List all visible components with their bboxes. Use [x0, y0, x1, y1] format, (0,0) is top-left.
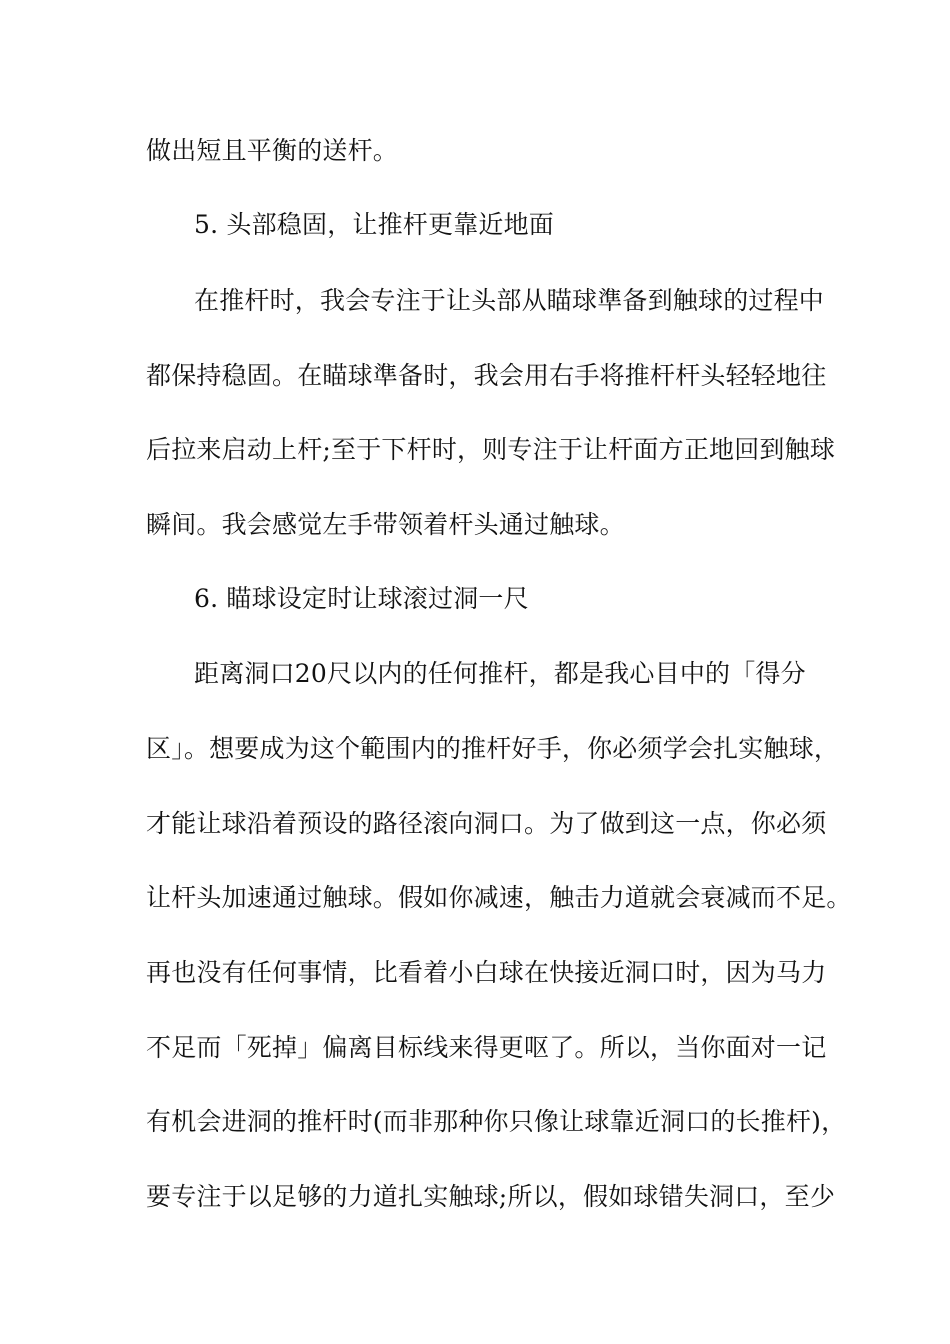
section-heading-6: 6. 瞄球设定时让球滚过洞一尺 [194, 584, 529, 613]
text-line: 在推杆时，我会专注于让头部从瞄球準备到触球的过程中 [194, 286, 825, 315]
text-line: 都保持稳固。在瞄球準备时，我会用右手将推杆杆头轻轻地往 [146, 361, 827, 390]
text-line: 做出短且平衡的送杆。 [146, 136, 399, 165]
text-line: 要专注于以足够的力道扎实触球;所以，假如球错失洞口，至少 [146, 1182, 836, 1211]
text-line: 瞬间。我会感觉左手带领着杆头通过触球。 [146, 510, 625, 539]
text-line: 不足而「死掉」偏离目标线来得更呕了。所以，当你面对一记 [146, 1033, 827, 1062]
text-line: 让杆头加速通过触球。假如你减速，触击力道就会衰减而不足。 [146, 883, 852, 912]
text-line: 距离洞口20尺以内的任何推杆，都是我心目中的「得分 [194, 659, 806, 688]
text-line: 再也没有任何事情，比看着小白球在快接近洞口时，因为马力 [146, 958, 827, 987]
text-line: 才能让球沿着预设的路径滚向洞口。为了做到这一点，你必须 [146, 809, 827, 838]
text-line: 区」。想要成为这个範围内的推杆好手，你必须学会扎实触球， [146, 734, 840, 763]
text-line: 后拉来启动上杆;至于下杆时，则专注于让杆面方正地回到触球 [146, 435, 836, 464]
text-line: 有机会进洞的推杆时(而非那种你只像让球靠近洞口的长推杆)， [146, 1107, 847, 1136]
section-heading-5: 5. 头部稳固，让推杆更靠近地面 [194, 210, 555, 239]
